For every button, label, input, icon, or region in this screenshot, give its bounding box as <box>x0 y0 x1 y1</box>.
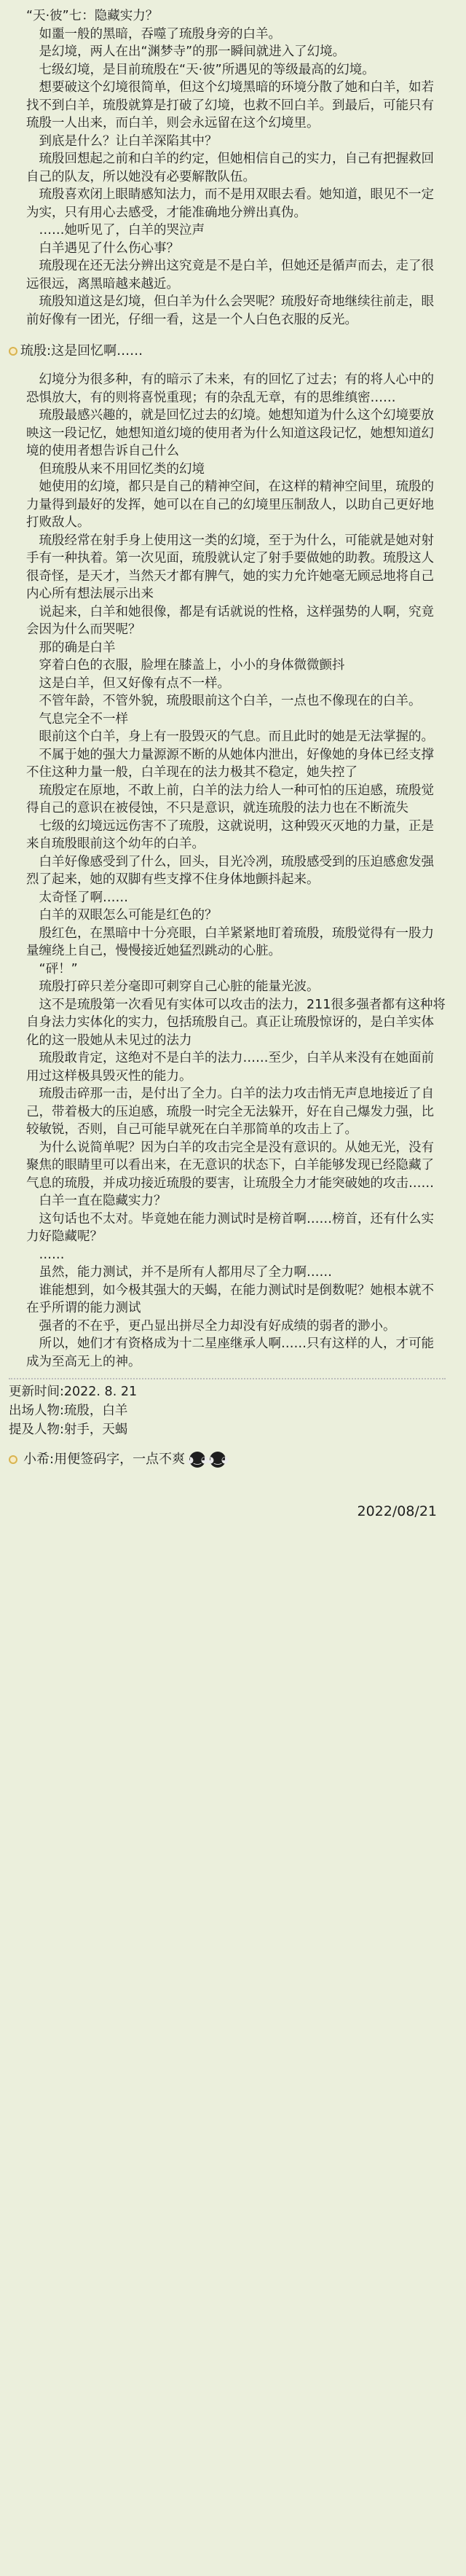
paragraph: …… <box>26 1247 65 1262</box>
paragraph: 琉殷喜欢闭上眼睛感知法力，而不是用双眼去看。她知道，眼见不一定为实，只有用心去感受，才能准确地分辨出真伪。 <box>26 187 434 220</box>
paragraph: 白羊遇见了什么伤心事？ <box>26 240 179 256</box>
paragraph: 琉殷打碎只差分毫即可刺穿自己心脏的能量光波。 <box>26 979 320 994</box>
characters: 出场人物:琉殷，白羊 <box>9 1404 128 1418</box>
bullet-icon <box>9 347 17 356</box>
paragraph: 白羊好像感受到了什么，回头，目光冷冽，琉殷感受到的压迫感愈发强烈了起来，她的双脚有些支撑不住身体地颤抖起来。 <box>26 854 434 887</box>
paragraph: 白羊的双眼怎么可能是红色的？ <box>26 908 218 923</box>
mentioned-characters: 提及人物:射手，天蝎 <box>9 1422 128 1437</box>
paragraph: 不属于她的强大力量源源不断的从她体内泄出，好像她的身体已经支撑不住这种力量一般，白羊现在的法力极其不稳定，她失控了 <box>26 747 434 780</box>
story-part-one <box>0 0 466 329</box>
paragraph: 如噩一般的黑暗，吞噬了琉殷身旁的白羊。 <box>26 26 281 42</box>
author-note-text: 小希:用便签码字，一点不爽 <box>23 1452 186 1467</box>
paragraph: 七级幻境，是目前琉殷在“天·彼”所遇见的等级最高的幻境。 <box>26 62 375 77</box>
paragraph: 想要破这个幻境很简单，但这个幻境黑暗的环境分散了她和白羊，如若找不到白羊，琉殷就算是打破了幻境，也救不回白羊。到最后，可能只有琉殷一人出来，而白羊，则会永远留在这个幻境里。 <box>26 80 434 130</box>
paragraph: 琉殷现在还无法分辨出这究竟是不是白羊，但她还是循声而去，走了很远很远，离黑暗越来越近。 <box>26 259 434 291</box>
paragraph: 琉殷敢肯定，这绝对不是白羊的法力……至少，白羊从来没有在她面前用过这样极具毁灭性的能力。 <box>26 1051 434 1084</box>
paragraph: 气息完全不一样 <box>26 711 128 727</box>
divider <box>9 1378 446 1379</box>
story-part-two <box>0 371 466 1371</box>
paragraph: 说起来，白羊和她很像，都是有话就说的性格，这样强势的人啊，究竟会因为什么而哭呢？ <box>26 604 434 637</box>
header-line <box>9 342 446 361</box>
paragraph: 强者的不在乎，更凸显出拼尽全力却没有好成绩的弱者的渺小。 <box>26 1318 396 1334</box>
paragraph: 幻境分为很多种，有的暗示了未来，有的回忆了过去；有的将人心中的恐惧放大，有的则将喜悦重现；有的杂乱无章，有的思维缜密…… <box>26 372 434 405</box>
paragraph: 琉殷定在原地，不敢上前，白羊的法力给人一种可怕的压迫感，琉殷觉得自己的意识在被侵蚀，不只是意识，就连琉殷的法力也在不断流失 <box>26 783 434 815</box>
paragraph: 琉殷经常在射手身上使用这一类的幻境，至于为什么，可能就是她对射手有一种执着。第一次见面，琉殷就认定了射手要做她的助教。琉殷这人很奇怪，是天才，当然天才都有脾气，她的实力允许她毫无顾忌地将自己内心所有想法展示出来 <box>26 533 434 601</box>
paragraph: 为什么说简单呢？因为白羊的攻击完全是没有意识的。从她无光，没有聚焦的眼睛里可以看出来，在无意识的状态下，白羊能够发现已经隐藏了气息的琉殷，并成功接近琉殷的要害，让琉殷全力才能突破她的攻击…… <box>26 1140 434 1191</box>
emoji-icon: ◕‿◕ <box>189 1452 205 1468</box>
paragraph: 穿着白色的衣服，脸埋在膝盖上，小小的身体微微颤抖 <box>26 658 345 673</box>
paragraph: 这句话也不太对。毕竟她在能力测试时是榜首啊……榜首，还有什么实力好隐藏呢？ <box>26 1211 434 1244</box>
paragraph: 琉殷回想起之前和白羊的约定，但她相信自己的实力，自己有把握救回自己的队友，所以她没有必要解散队伍。 <box>26 152 434 184</box>
paragraph: 琉殷击碎那一击，是付出了全力。白羊的法力攻击悄无声息地接近了自己，带着极大的压迫感，琉殷一时完全无法躲开，好在自己爆发力强，比较敏锐，否则，自己可能早就死在白羊那简单的攻击上了。 <box>26 1087 434 1137</box>
update-time: 更新时间:2022. 8. 21 <box>9 1385 138 1399</box>
bullet-icon <box>9 1455 17 1464</box>
paragraph: 但琉殷从来不用回忆类的幻境 <box>26 461 205 477</box>
note-date: 2022/08/21 <box>357 1503 437 1519</box>
author-note <box>9 1449 446 1470</box>
emoji-icon: ◕‿◕ <box>210 1452 226 1468</box>
paragraph: ……她听见了，白羊的哭泣声 <box>26 223 205 238</box>
paragraph: 这不是琉殷第一次看见有实体可以攻击的法力，211很多强者都有这种将自身法力实体化的实力，包括琉殷自己。真正让琉殷惊讶的，是白羊实体化的这一股她从未见过的法力 <box>26 997 446 1048</box>
paragraph: “砰！” <box>26 961 78 976</box>
paragraph: 谁能想到，如今极其强大的天蝎，在能力测试时是倒数呢？她根本就不在乎所谓的能力测试 <box>26 1283 434 1315</box>
paragraph: 殷红色，在黑暗中十分亮眼，白羊紧紧地盯着琉殷，琉殷觉得有一股力量缠绕上自己，慢慢接近她猛烈跳动的心脏。 <box>26 925 434 958</box>
paragraph: 白羊一直在隐藏实力？ <box>26 1194 167 1208</box>
paragraph: 琉殷最感兴趣的，就是回忆过去的幻境。她想知道为什么这个幻境要放映这一段记忆，她想知道幻境的使用者为什么知道这段记忆，她想知道幻境的使用者想告诉自己什么 <box>26 408 434 458</box>
paragraph: 虽然，能力测试，并不是所有人都用尽了全力啊…… <box>26 1265 332 1280</box>
header-text: 琉殷:这是回忆啊…… <box>20 343 143 359</box>
paragraph: 是幻境，两人在出“渊梦寺”的那一瞬间就进入了幻境。 <box>26 44 346 59</box>
paragraph: 七级的幻境远远伤害不了琉殷，这就说明，这种毁灭灭地的力量，正是来自琉殷眼前这个幼年的白羊。 <box>26 818 434 851</box>
paragraph: 琉殷知道这是幻境，但白羊为什么会哭呢？琉殷好奇地继续往前走，眼前好像有一团光，仔细一看，这是一个人白色衣服的反光。 <box>26 294 434 327</box>
paragraph: 她使用的幻境，都只是自己的精神空间，在这样的精神空间里，琉殷的力量得到最好的发挥，她可以在自己的幻境里压制敌人，以助自己更好地打败敌人。 <box>26 479 434 530</box>
paragraph: 所以，她们才有资格成为十二星座继承人啊……只有这样的人，才可能成为至高无上的神。 <box>26 1336 434 1369</box>
paragraph: 那的确是白羊 <box>26 640 116 655</box>
section-header <box>0 342 466 361</box>
paragraph: 这是白羊，但又好像有点不一样。 <box>26 676 230 691</box>
paragraph: 到底是什么？让白羊深陷其中？ <box>26 133 218 149</box>
paragraph: 不管年龄，不管外貌，琉殷眼前这个白羊，一点也不像现在的白羊。 <box>26 694 422 708</box>
chapter-title: “天·彼”七：隐藏实力？ <box>26 9 159 23</box>
meta-section <box>0 1378 466 1519</box>
paragraph: 太奇怪了啊…… <box>26 890 128 905</box>
paragraph: 眼前这个白羊，身上有一股毁灭的气息。而且此时的她是无法掌握的。 <box>26 729 434 744</box>
